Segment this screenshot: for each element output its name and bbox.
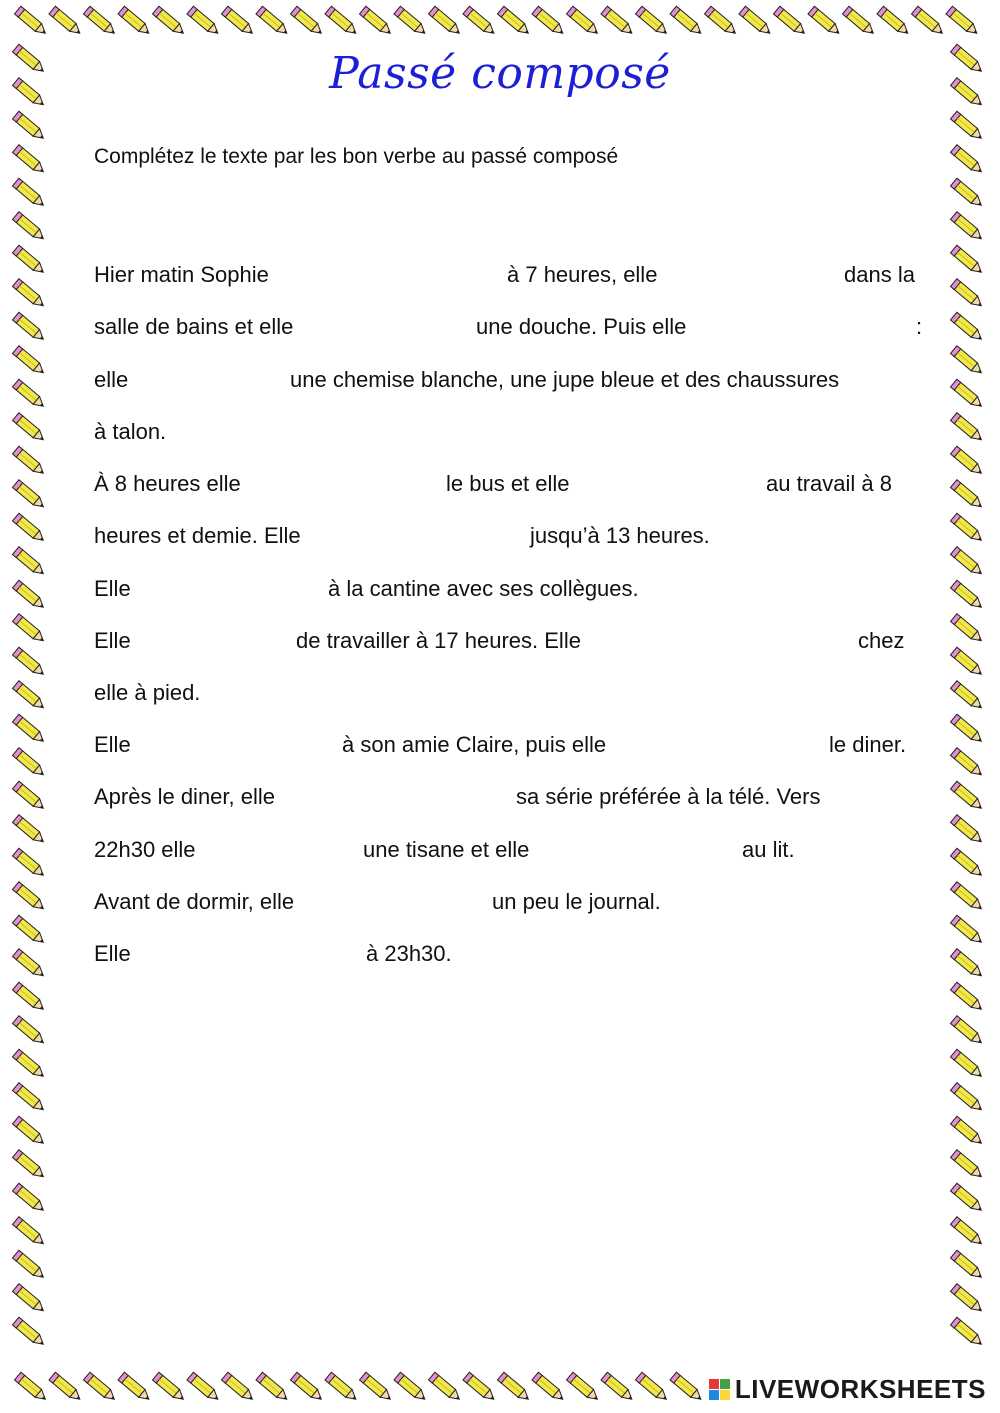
answer-blank[interactable] <box>690 262 840 290</box>
pencil-icon <box>83 1372 117 1403</box>
pencil-icon <box>12 379 46 410</box>
pencil-icon <box>12 480 46 511</box>
pencil-icon <box>187 6 221 37</box>
pencil-icon <box>950 580 984 611</box>
pencil-icon <box>946 6 980 37</box>
logo-square-blue <box>709 1390 719 1400</box>
pencil-icon <box>325 1372 359 1403</box>
text-segment: elle à pied. <box>94 680 201 705</box>
answer-blank[interactable] <box>342 889 488 917</box>
text-line-8 <box>94 628 934 658</box>
pencil-icon <box>12 279 46 310</box>
pencil-icon <box>152 6 186 37</box>
pencil-icon <box>950 781 984 812</box>
text-segment: de travailler à 17 heures. Elle <box>296 628 581 653</box>
logo-square-yellow <box>720 1390 730 1400</box>
text-line-14 <box>94 941 934 971</box>
pencil-icon <box>359 6 393 37</box>
text-segment: : <box>916 314 923 339</box>
pencil-icon <box>773 6 807 37</box>
text-line-1 <box>94 262 934 292</box>
text-segment: une tisane et elle <box>363 837 530 862</box>
pencil-icon <box>950 1016 984 1047</box>
text-segment: Hier matin Sophie <box>94 262 269 287</box>
text-line-10 <box>94 732 934 762</box>
pencil-icon <box>12 714 46 745</box>
pencil-icon <box>12 748 46 779</box>
pencil-icon <box>950 1183 984 1214</box>
text-segment: Elle <box>94 732 131 757</box>
answer-blank[interactable] <box>308 262 504 290</box>
text-segment: à son amie Claire, puis elle <box>342 732 607 757</box>
pencil-icon <box>950 312 984 343</box>
pencil-icon <box>428 1372 462 1403</box>
pencil-icon <box>566 1372 600 1403</box>
pencil-icon <box>950 279 984 310</box>
answer-blank[interactable] <box>316 784 512 812</box>
pencil-icon <box>463 1372 497 1403</box>
pencil-icon <box>950 145 984 176</box>
text-segment: le bus et elle <box>446 471 570 496</box>
pencil-icon <box>950 547 984 578</box>
pencil-icon <box>49 1372 83 1403</box>
text-line-3 <box>94 367 934 397</box>
pencil-icon <box>950 513 984 544</box>
text-segment: heures et demie. Elle <box>94 523 301 548</box>
logo-icon <box>709 1379 731 1401</box>
pencil-icon <box>12 848 46 879</box>
pencil-icon <box>12 647 46 678</box>
pencil-icon <box>256 1372 290 1403</box>
pencil-icon <box>950 614 984 645</box>
pencil-icon <box>12 1016 46 1047</box>
text-segment: sa série préférée à la télé. Vers <box>516 784 821 809</box>
pencil-icon <box>152 1372 186 1403</box>
pencil-icon <box>950 1049 984 1080</box>
pencil-icon <box>601 6 635 37</box>
text-segment: chez <box>858 628 905 653</box>
text-segment: à 23h30. <box>366 941 452 966</box>
text-segment: 22h30 elle <box>94 837 196 862</box>
text-segment: Après le diner, elle <box>94 784 275 809</box>
pencil-icon <box>12 982 46 1013</box>
pencil-icon <box>950 111 984 142</box>
pencil-icon <box>359 1372 393 1403</box>
pencil-icon <box>12 547 46 578</box>
pencil-icon <box>12 1250 46 1281</box>
pencil-icon <box>950 245 984 276</box>
answer-blank[interactable] <box>568 837 738 865</box>
pencil-icon <box>12 111 46 142</box>
pencil-icon <box>950 1284 984 1315</box>
pencil-icon <box>950 1317 984 1348</box>
pencil-icon <box>12 245 46 276</box>
pencil-icon <box>704 6 738 37</box>
pencil-icon <box>12 145 46 176</box>
text-segment: à 7 heures, elle <box>507 262 658 287</box>
pencil-icon <box>532 6 566 37</box>
pencil-icon <box>394 6 428 37</box>
pencil-icon <box>290 1372 324 1403</box>
pencil-icon <box>463 6 497 37</box>
pencil-icon <box>12 413 46 444</box>
pencil-icon <box>739 6 773 37</box>
pencil-icon <box>428 6 462 37</box>
pencil-icon <box>12 915 46 946</box>
text-line-13 <box>94 889 934 919</box>
text-line-9 <box>94 680 934 710</box>
liveworksheets-logo <box>709 1374 986 1405</box>
answer-blank[interactable] <box>138 576 324 604</box>
pencil-icon <box>221 1372 255 1403</box>
text-segment: elle <box>94 367 129 392</box>
pencil-icon <box>566 6 600 37</box>
answer-blank[interactable] <box>138 941 362 969</box>
pencil-icon <box>950 1217 984 1248</box>
pencil-icon <box>12 1284 46 1315</box>
answer-blank[interactable] <box>730 314 910 342</box>
pencil-icon <box>950 1250 984 1281</box>
pencil-icon <box>12 681 46 712</box>
answer-blank[interactable] <box>640 628 852 656</box>
pencil-icon <box>12 614 46 645</box>
pencil-icon <box>950 1116 984 1147</box>
instruction-text: Complétez le texte par les bon verbe au passé composé <box>94 145 619 168</box>
logo-square-green <box>720 1379 730 1389</box>
pencil-icon <box>221 6 255 37</box>
answer-blank[interactable] <box>340 523 526 551</box>
pencil-icon <box>532 1372 566 1403</box>
pencil-icon <box>12 346 46 377</box>
pencil-icon <box>950 982 984 1013</box>
pencil-icon <box>12 446 46 477</box>
pencil-icon <box>950 346 984 377</box>
pencil-icon <box>950 882 984 913</box>
text-line-5 <box>94 471 934 501</box>
pencil-icon <box>256 6 290 37</box>
answer-blank[interactable] <box>334 314 472 342</box>
pencil-icon <box>12 1116 46 1147</box>
pencil-icon <box>12 178 46 209</box>
pencil-icon <box>12 580 46 611</box>
pencil-icon <box>14 6 48 37</box>
pencil-icon <box>12 1317 46 1348</box>
text-segment: Elle <box>94 941 131 966</box>
pencil-icon <box>950 379 984 410</box>
logo-square-red <box>709 1379 719 1389</box>
pencil-icon <box>12 882 46 913</box>
pencil-icon <box>950 848 984 879</box>
pencil-icon <box>118 1372 152 1403</box>
pencil-icon <box>394 1372 428 1403</box>
pencil-icon <box>12 1049 46 1080</box>
pencil-icon <box>83 6 117 37</box>
text-segment: à talon. <box>94 419 167 444</box>
pencil-icon <box>187 1372 221 1403</box>
text-segment: au travail à 8 <box>766 471 892 496</box>
pencil-icon <box>950 647 984 678</box>
pencil-icon <box>950 1150 984 1181</box>
text-line-2 <box>94 314 934 344</box>
pencil-icon <box>950 915 984 946</box>
pencil-icon <box>12 1150 46 1181</box>
pencil-icon <box>497 6 531 37</box>
pencil-icon <box>12 1083 46 1114</box>
text-line-6 <box>94 523 934 553</box>
text-line-4 <box>94 419 934 449</box>
page-title: Passé composé <box>329 48 671 99</box>
pencil-icon <box>12 212 46 243</box>
pencil-icon <box>842 6 876 37</box>
pencil-icon <box>635 6 669 37</box>
pencil-icon <box>49 6 83 37</box>
text-line-12 <box>94 837 934 867</box>
text-segment: une douche. Puis elle <box>476 314 687 339</box>
text-segment: une chemise blanche, une jupe bleue et des chaussures <box>290 367 840 392</box>
pencil-icon <box>950 413 984 444</box>
pencil-icon <box>12 781 46 812</box>
answer-blank[interactable] <box>138 367 288 395</box>
pencil-icon <box>12 312 46 343</box>
text-segment: salle de bains et elle <box>94 314 294 339</box>
pencil-icon <box>12 513 46 544</box>
pencil-icon <box>950 714 984 745</box>
pencil-icon <box>950 748 984 779</box>
pencil-icon <box>911 6 945 37</box>
pencil-icon <box>877 6 911 37</box>
text-segment: jusqu’à 13 heures. <box>530 523 710 548</box>
pencil-icon <box>12 1183 46 1214</box>
pencil-icon <box>290 6 324 37</box>
pencil-icon <box>12 1217 46 1248</box>
answer-blank[interactable] <box>138 628 294 656</box>
text-segment: au lit. <box>742 837 795 862</box>
pencil-icon <box>14 1372 48 1403</box>
pencil-icon <box>950 178 984 209</box>
answer-blank[interactable] <box>270 471 442 499</box>
text-segment: Elle <box>94 576 131 601</box>
pencil-icon <box>118 6 152 37</box>
pencil-icon <box>670 1372 704 1403</box>
pencil-icon <box>670 6 704 37</box>
pencil-icon <box>950 1083 984 1114</box>
pencil-icon <box>497 1372 531 1403</box>
pencil-icon <box>950 681 984 712</box>
answer-blank[interactable] <box>220 837 360 865</box>
text-segment: à la cantine avec ses collègues. <box>328 576 639 601</box>
text-line-11 <box>94 784 934 814</box>
pencil-icon <box>635 1372 669 1403</box>
text-segment: un peu le journal. <box>492 889 661 914</box>
answer-blank[interactable] <box>654 732 824 760</box>
text-segment: Avant de dormir, elle <box>94 889 295 914</box>
pencil-icon <box>950 480 984 511</box>
pencil-icon <box>601 1372 635 1403</box>
pencil-icon <box>12 949 46 980</box>
pencil-icon <box>950 815 984 846</box>
text-segment: Elle <box>94 628 131 653</box>
text-segment: dans la <box>844 262 915 287</box>
pencil-icon <box>950 949 984 980</box>
pencil-icon <box>12 815 46 846</box>
pencil-icon <box>950 212 984 243</box>
answer-blank[interactable] <box>594 471 762 499</box>
pencil-icon <box>808 6 842 37</box>
answer-blank[interactable] <box>138 732 338 760</box>
logo-text: LIVEWORKSHEETS <box>734 1374 986 1404</box>
pencil-icon <box>950 446 984 477</box>
text-segment: À 8 heures elle <box>94 471 241 496</box>
pencil-icon <box>325 6 359 37</box>
text-segment: le diner. <box>829 732 907 757</box>
text-line-7 <box>94 576 934 606</box>
